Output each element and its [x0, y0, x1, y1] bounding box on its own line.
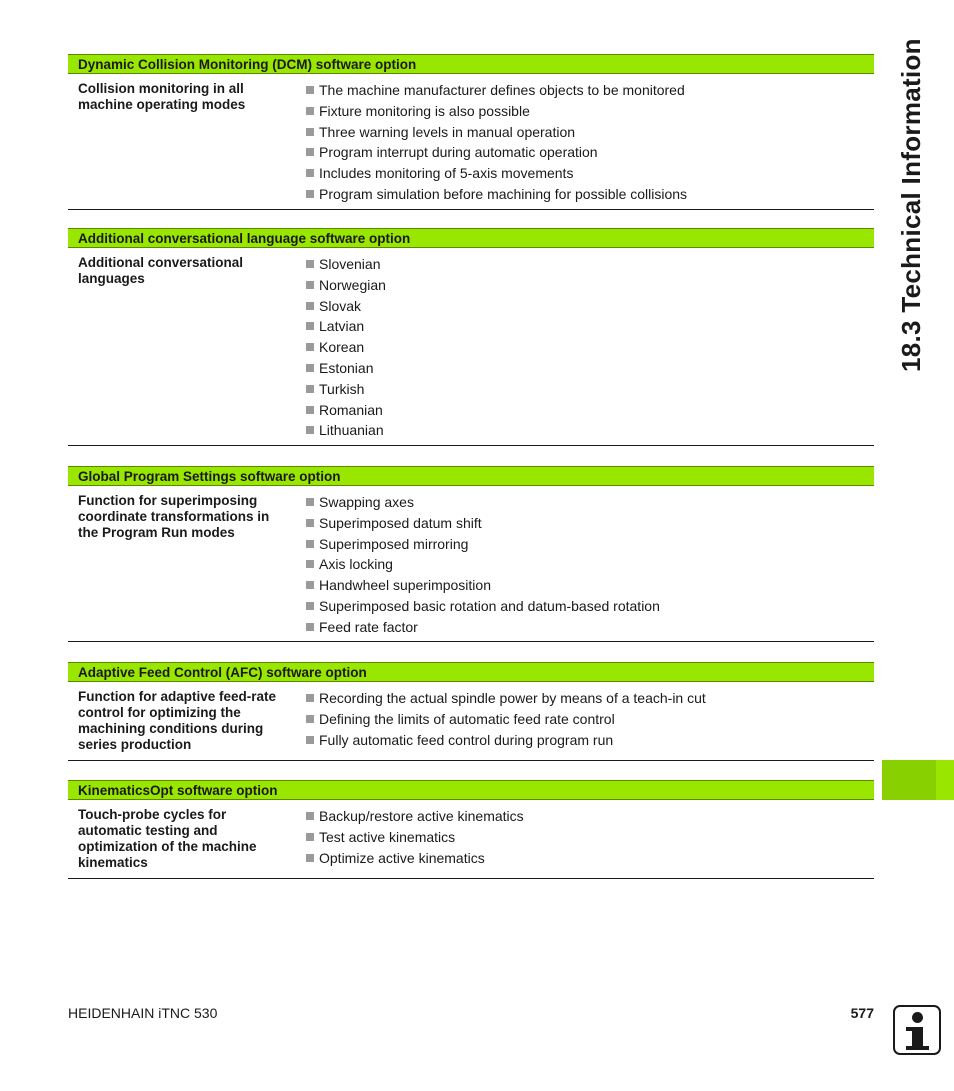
- bullet-item: Lithuanian: [306, 420, 386, 441]
- bullet-list: [306, 688, 706, 750]
- bullet-item: Superimposed datum shift: [306, 513, 660, 534]
- bullet-list: [306, 806, 524, 868]
- bullet-list: [306, 254, 386, 441]
- bullet-item: Fixture monitoring is also possible: [306, 101, 687, 122]
- bullet-item: Superimposed mirroring: [306, 534, 660, 555]
- bullet-item: Handwheel superimposition: [306, 575, 660, 596]
- bullet-item: Slovak: [306, 296, 386, 317]
- feature-label: Touch-probe cycles for automatic testing and optimization of the machine kinematics: [78, 807, 257, 870]
- section-header: KinematicsOpt software option: [68, 780, 874, 800]
- bullet-item: Optimize active kinematics: [306, 848, 524, 869]
- section-global-program-settings: [68, 466, 874, 642]
- feature-label: Function for adaptive feed-rate control for optimizing the machining conditions during series production: [78, 689, 277, 752]
- bullet-item: Romanian: [306, 400, 386, 421]
- bullet-item: Axis locking: [306, 554, 660, 575]
- bullet-item: Slovenian: [306, 254, 386, 275]
- bullet-item: Fully automatic feed control during program run: [306, 730, 706, 751]
- section-dcm: [68, 54, 874, 210]
- bullet-item: Program simulation before machining for possible collisions: [306, 184, 687, 205]
- bullet-item: Three warning levels in manual operation: [306, 122, 687, 143]
- chapter-tab-marker: [882, 760, 954, 800]
- bullet-item: Recording the actual spindle power by means of a teach-in cut: [306, 688, 706, 709]
- bullet-list: [306, 80, 687, 205]
- footer-product-name: HEIDENHAIN iTNC 530: [68, 1005, 218, 1021]
- feature-label: Additional conversational languages: [78, 255, 244, 286]
- bullet-item: Turkish: [306, 379, 386, 400]
- section-header: Dynamic Collision Monitoring (DCM) software option: [68, 54, 874, 74]
- section-header: Adaptive Feed Control (AFC) software option: [68, 662, 874, 682]
- bullet-item: Estonian: [306, 358, 386, 379]
- bullet-item: The machine manufacturer defines objects to be monitored: [306, 80, 687, 101]
- bullet-item: Superimposed basic rotation and datum-based rotation: [306, 596, 660, 617]
- bullet-item: Program interrupt during automatic operation: [306, 142, 687, 163]
- bullet-item: Backup/restore active kinematics: [306, 806, 524, 827]
- bullet-item: Feed rate factor: [306, 617, 660, 638]
- section-header: Global Program Settings software option: [68, 466, 874, 486]
- bullet-item: Includes monitoring of 5-axis movements: [306, 163, 687, 184]
- section-afc: [68, 662, 874, 761]
- chapter-side-title: 18.3 Technical Information: [896, 38, 926, 372]
- bullet-item: Swapping axes: [306, 492, 660, 513]
- section-kinematicsopt: [68, 780, 874, 879]
- bullet-item: Test active kinematics: [306, 827, 524, 848]
- section-header: Additional conversational language software option: [68, 228, 874, 248]
- bullet-list: [306, 492, 660, 638]
- feature-label: Collision monitoring in all machine operating modes: [78, 81, 246, 112]
- bullet-item: Korean: [306, 337, 386, 358]
- section-languages: [68, 228, 874, 446]
- bullet-item: Defining the limits of automatic feed rate control: [306, 709, 706, 730]
- bullet-item: Norwegian: [306, 275, 386, 296]
- feature-label: Function for superimposing coordinate transformations in the Program Run modes: [78, 493, 270, 540]
- info-icon: [893, 1005, 941, 1055]
- bullet-item: Latvian: [306, 316, 386, 337]
- page-number: 577: [850, 1005, 874, 1021]
